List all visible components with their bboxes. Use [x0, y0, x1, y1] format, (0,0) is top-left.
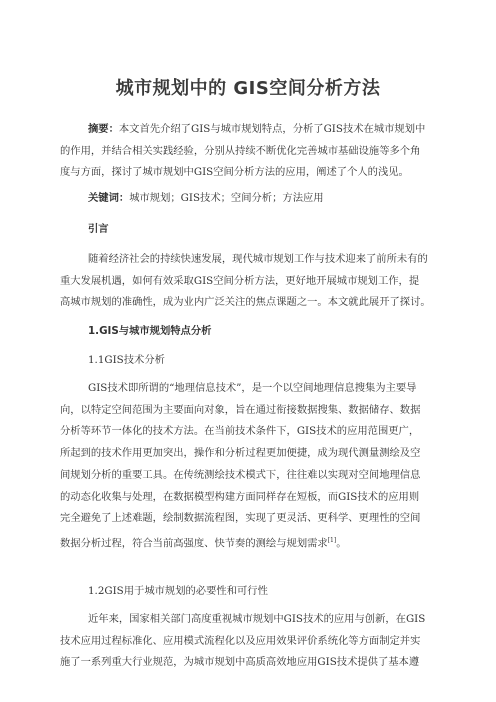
section-1-1-heading: 1.1GIS技术分析: [88, 354, 165, 366]
section-1-1-line: 分析等环节一体化的技术方法。在当前技术条件下，GIS技术的应用范围更广，: [60, 425, 420, 438]
keywords-label: 关键词：: [88, 192, 130, 204]
section-1-2-line: 技术应用过程标准化、应用模式流程化以及应用效果评价系统化等方面制定并实: [60, 634, 421, 647]
citation-ref: [1]: [327, 536, 337, 544]
intro-line: 随着经济社会的持续快速发展，现代城市规划工作与技术迎来了前所未有的: [88, 253, 428, 265]
keywords-block: [60, 188, 444, 210]
intro-line: 重大发展机遇，如何有效采取GIS空间分析方法，更好地开展城市规划工作，提: [60, 274, 420, 287]
section-1-1-line: 的动态化收集与处理，在数据模型构建方面同样存在短板，而GIS技术的应用则: [60, 490, 420, 503]
abstract-block: [60, 119, 444, 184]
section-1-1-line: 数据分析过程，符合当前高强度、快节奏的测绘与规划需求[1]。: [60, 536, 347, 550]
abstract-line: 的作用，并结合相关实践经验，分别从持续不断优化完善城市基础设施等多个角: [60, 144, 421, 157]
intro-paragraph: [60, 249, 444, 314]
document-title: 城市规划中的 GIS空间分析方法: [115, 78, 381, 99]
section-1-1-line: 间规划分析的重要工具。在传统测绘技术模式下，往往难以实现对空间地理信息: [60, 468, 421, 481]
section-1-2-line: 施了一系列重大行业规范，为城市规划中高质高效地应用GIS技术提供了基本遵: [60, 656, 420, 669]
section-1-1-line: GIS技术即所谓的“地理信息技术”，是一个以空间地理信息搜集为主要导: [88, 382, 417, 394]
section-1-2-heading: 1.2GIS用于城市规划的必要性和可行性: [88, 585, 268, 597]
keywords-text: 城市规划；GIS技术；空间分析；方法应用: [129, 192, 324, 204]
intro-line: 高城市规划的准确性，成为业内广泛关注的焦点课题之一。本文就此展开了探讨。: [60, 296, 431, 309]
abstract-label: 摘要：: [88, 123, 119, 135]
section-1-heading: 1.GIS与城市规划特点分析: [88, 325, 212, 337]
abstract-line: 摘要：本文首先介绍了GIS与城市规划特点，分析了GIS技术在城市规划中: [88, 123, 426, 135]
section-1-1-line: 所起到的技术作用更加突出，操作和分析过程更加便捷，成为现代测量测绘及空: [60, 447, 421, 460]
section-1-2-paragraph: [60, 609, 444, 674]
section-1-1-line: 向，以特定空间范围为主要面向对象，旨在通过衔接数据搜集、数据储存、数据: [60, 403, 421, 416]
section-1-1-line: 完全避免了上述难题，绘制数据流程图，实现了更灵活、更科学、更理性的空间: [60, 512, 421, 525]
intro-heading: 引言: [88, 223, 109, 235]
abstract-line: 度与方面，探讨了城市规划中GIS空间分析方法的应用，阐述了个人的浅见。: [60, 166, 409, 179]
section-1-1-paragraph: [60, 378, 444, 555]
section-1-2-line: 近年来，国家相关部门高度重视城市规划中GIS技术的应用与创新，在GIS: [88, 613, 426, 625]
